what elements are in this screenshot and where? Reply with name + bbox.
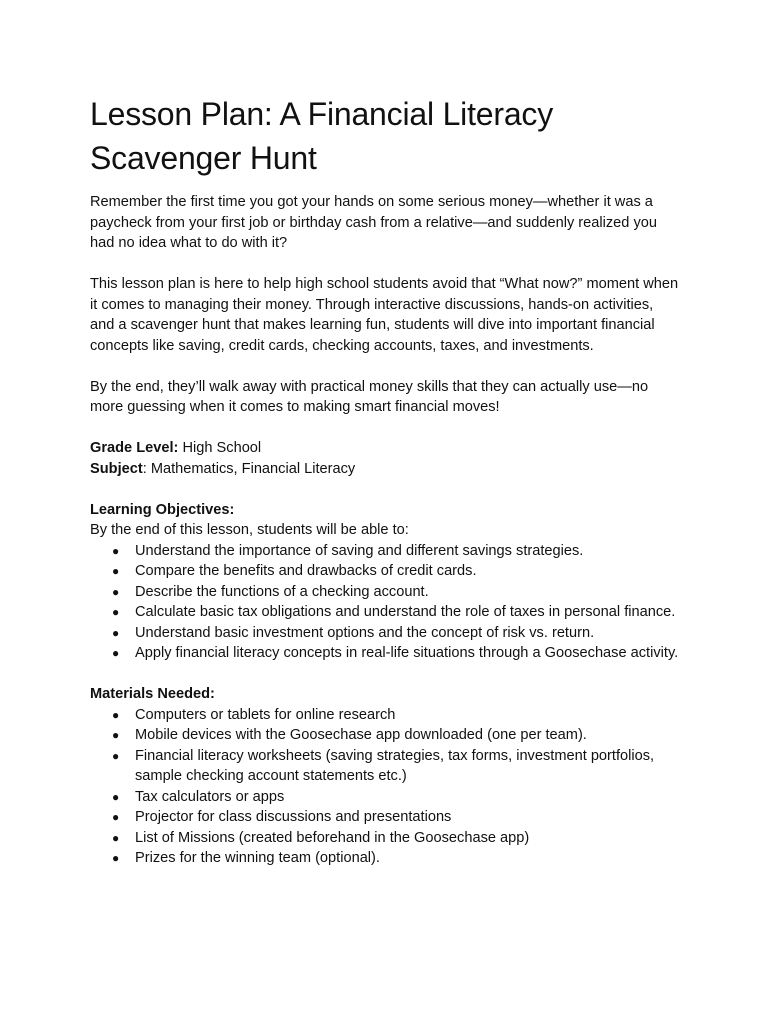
list-item-text: Apply financial literacy concepts in real-life situations through a Goosechase activity. [135, 645, 679, 661]
list-item [90, 807, 680, 828]
materials-needed-list [90, 705, 680, 869]
learning-objectives-intro: By the end of this lesson, students will be able to: [90, 522, 409, 538]
grade-level-value: High School [178, 440, 262, 456]
paragraph-spacer [90, 356, 680, 377]
bullet-icon: ● [112, 810, 120, 824]
list-item-text: Understand the importance of saving and different savings strategies. [135, 542, 584, 559]
bullet-icon: ● [112, 707, 120, 722]
intro-paragraph-3: By the end, they’ll walk away with practical money skills that they can actually use—no more guessing when it comes to making smart financial moves! [90, 378, 649, 415]
list-item [90, 541, 680, 562]
list-item-text: Calculate basic tax obligations and understand the role of taxes in personal finance. [135, 604, 676, 620]
list-item [90, 643, 680, 664]
bullet-icon: ● [112, 584, 120, 599]
list-item [90, 561, 680, 582]
list-item-text: Computers or tablets for online research [135, 706, 396, 723]
intro-paragraph-2: This lesson plan is here to help high school students avoid that “What now?” moment when it comes to managing their money. Through interactive discussions, hands-on activities, and a scavenger hunt that makes learning fun, students will dive into important financial concepts like saving, credit cards, checking accounts, taxes, and investments. [90, 276, 679, 354]
bullet-icon: ● [112, 543, 120, 558]
bullet-icon: ● [112, 851, 120, 865]
learning-objectives-list [90, 541, 680, 664]
list-item [90, 725, 680, 746]
list-item-text: List of Missions (created beforehand in the Goosechase app) [135, 829, 530, 846]
list-item [90, 623, 680, 644]
list-item-text: Prizes for the winning team (optional). [135, 850, 380, 866]
list-item-text: Tax calculators or apps [135, 788, 285, 805]
paragraph-spacer [90, 664, 680, 685]
bullet-icon: ● [112, 830, 120, 845]
subject-label: Subject [90, 460, 143, 477]
list-item [90, 787, 680, 808]
list-item-text: Understand basic investment options and the concept of risk vs. return. [135, 624, 595, 641]
bullet-icon: ● [112, 789, 120, 804]
list-item [90, 602, 680, 623]
subject-value: : Mathematics, Financial Literacy [142, 460, 356, 477]
bullet-icon: ● [112, 605, 120, 619]
paragraph-spacer [90, 418, 680, 439]
subject-line [90, 459, 680, 480]
bullet-icon: ● [112, 564, 120, 578]
list-item [90, 848, 680, 869]
grade-level-line [90, 438, 680, 459]
list-item [90, 828, 680, 849]
learning-objectives-heading: Learning Objectives: [90, 501, 235, 518]
list-item-text: Mobile devices with the Goosechase app downloaded (one per team). [135, 727, 587, 743]
paragraph-spacer [90, 479, 680, 500]
intro-paragraph-1: Remember the first time you got your hands on some serious money—whether it was a paycheck from your first job or birthday cash from a relative—and suddenly realized you had no idea what to do with it? [90, 194, 657, 251]
bullet-icon: ● [112, 625, 120, 640]
list-item [90, 746, 680, 787]
list-item-text: Describe the functions of a checking account. [135, 583, 429, 600]
list-item-text: Compare the benefits and drawbacks of credit cards. [135, 563, 477, 579]
list-item-text: Financial literacy worksheets (saving strategies, tax forms, investment portfolios, sample checking account statements etc.) [135, 747, 655, 784]
materials-needed-heading: Materials Needed: [90, 686, 215, 702]
bullet-icon: ● [112, 728, 120, 742]
list-item [90, 582, 680, 603]
list-item-text: Projector for class discussions and presentations [135, 809, 452, 825]
page-title: Lesson Plan: A Financial Literacy Scavenger Hunt [90, 96, 554, 176]
paragraph-spacer [90, 254, 680, 275]
bullet-icon: ● [112, 646, 120, 660]
grade-level-label: Grade Level: [90, 440, 179, 456]
bullet-icon: ● [112, 748, 120, 763]
list-item [90, 705, 680, 726]
